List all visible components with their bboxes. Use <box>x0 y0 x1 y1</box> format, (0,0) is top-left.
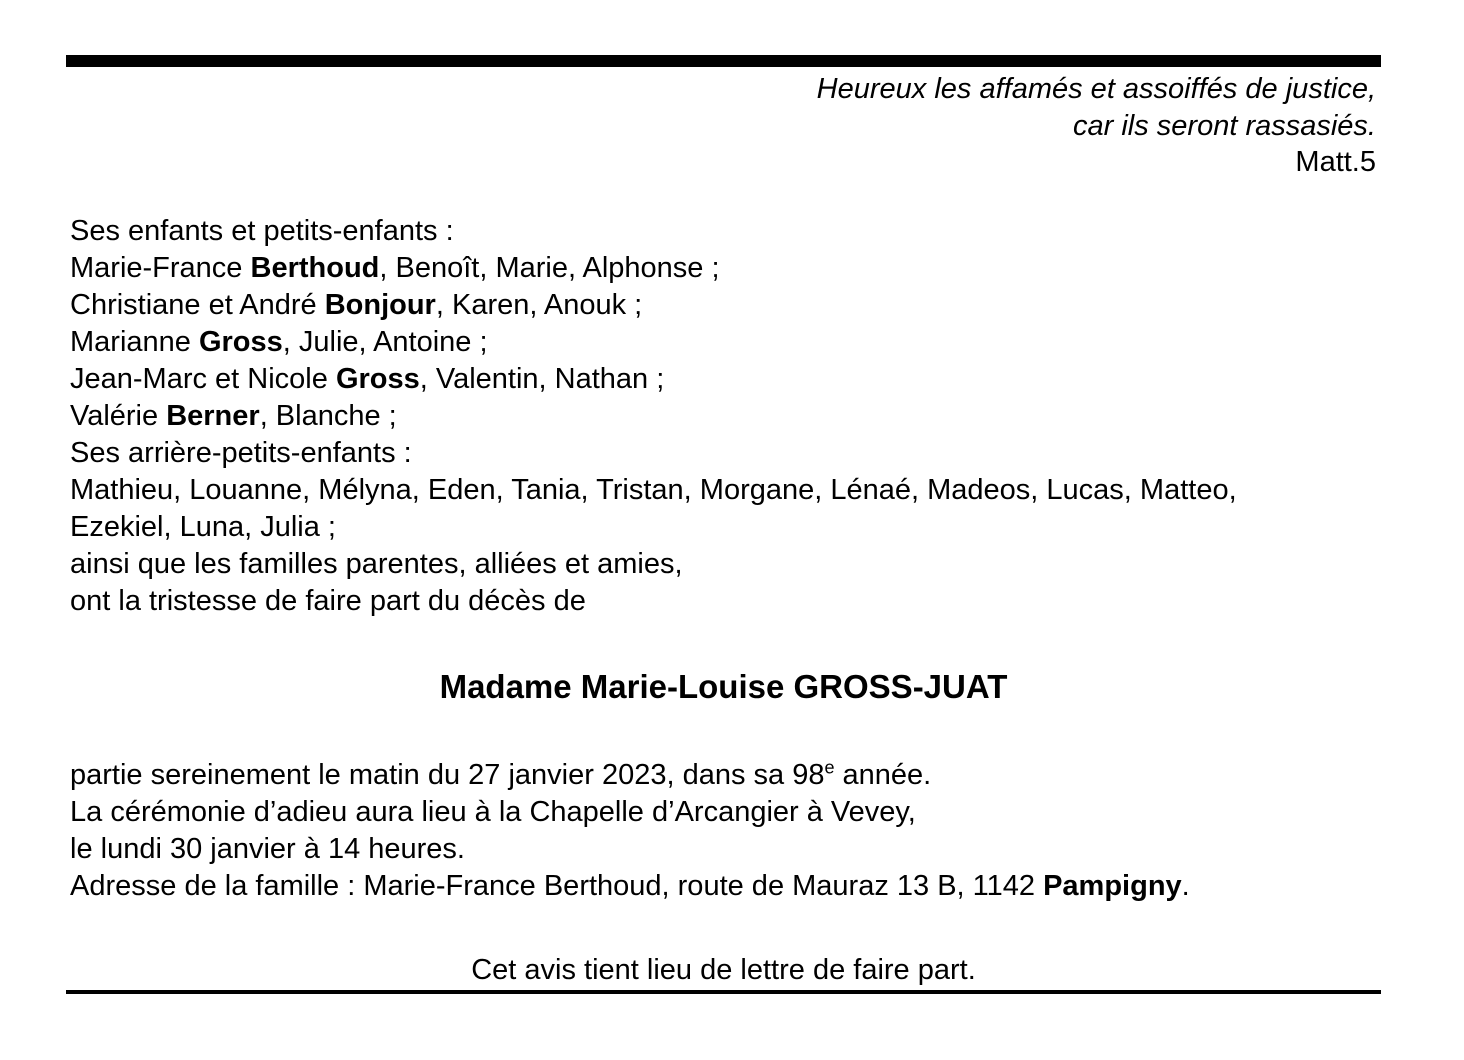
ceremony-time-line: le lundi 30 janvier à 14 heures. <box>70 833 465 865</box>
child-first-names: Christiane et André <box>70 289 325 321</box>
epigraph-line-2: car ils seront rassasiés. <box>1073 109 1376 142</box>
child-surname: Berthoud <box>250 252 380 284</box>
great-grandchildren-line-2: Ezekiel, Luna, Julia ; <box>70 511 336 543</box>
epigraph <box>817 71 1376 181</box>
child-first-names: Valérie <box>70 400 167 432</box>
announcement-line: ont la tristesse de faire part du décès de <box>70 585 586 617</box>
ordinal-suffix: e <box>824 757 835 778</box>
family-line-4 <box>70 361 1390 398</box>
passing-line <box>70 757 1390 794</box>
passing-text: partie sereinement le matin du 27 janvier 2023, dans sa 98 <box>70 759 825 791</box>
family-list <box>70 213 1390 620</box>
grandchildren-names: , Julie, Antoine ; <box>282 326 488 358</box>
family-line-5 <box>70 398 1390 435</box>
grandchildren-names: , Valentin, Nathan ; <box>419 363 665 395</box>
relatives-line: ainsi que les familles parentes, alliées et amies, <box>70 548 683 580</box>
grandchildren-names: , Karen, Anouk ; <box>435 289 643 321</box>
family-line-3 <box>70 324 1390 361</box>
address-text: Adresse de la famille : Marie-France Berthoud, route de Mauraz 13 B, 1142 <box>70 870 1044 902</box>
family-line-1 <box>70 250 1390 287</box>
child-surname: Bonjour <box>324 289 436 321</box>
passing-text-end: année. <box>834 759 932 791</box>
epigraph-line-1: Heureux les affamés et assoiffés de justice, <box>816 73 1376 105</box>
funeral-details <box>70 757 1390 905</box>
grandchildren-names: , Blanche ; <box>259 400 397 432</box>
bottom-rule <box>66 990 1381 994</box>
epigraph-reference: Matt.5 <box>1295 146 1376 178</box>
closing-note: Cet avis tient lieu de lettre de faire part. <box>471 954 976 986</box>
child-surname: Gross <box>335 363 420 395</box>
child-first-names: Jean-Marc et Nicole <box>70 363 336 395</box>
grandchildren-names: , Benoît, Marie, Alphonse ; <box>379 252 720 284</box>
family-line-2 <box>70 287 1390 324</box>
child-first-names: Marie-France <box>70 252 251 284</box>
address-town: Pampigny <box>1043 870 1182 902</box>
deceased-name: Madame Marie-Louise GROSS-JUAT <box>439 668 1008 705</box>
address-end: . <box>1181 870 1190 902</box>
family-address-line <box>70 868 1390 905</box>
child-surname: Berner <box>166 400 260 432</box>
child-surname: Gross <box>198 326 283 358</box>
ceremony-line: La cérémonie d’adieu aura lieu à la Chapelle d’Arcangier à Vevey, <box>70 796 916 828</box>
great-grandchildren-intro: Ses arrière-petits-enfants : <box>70 437 412 469</box>
great-grandchildren-line-1: Mathieu, Louanne, Mélyna, Eden, Tania, Tristan, Morgane, Lénaé, Madeos, Lucas, Matteo, <box>70 474 1237 506</box>
family-intro: Ses enfants et petits-enfants : <box>70 215 454 247</box>
top-rule <box>66 55 1381 67</box>
child-first-names: Marianne <box>70 326 199 358</box>
